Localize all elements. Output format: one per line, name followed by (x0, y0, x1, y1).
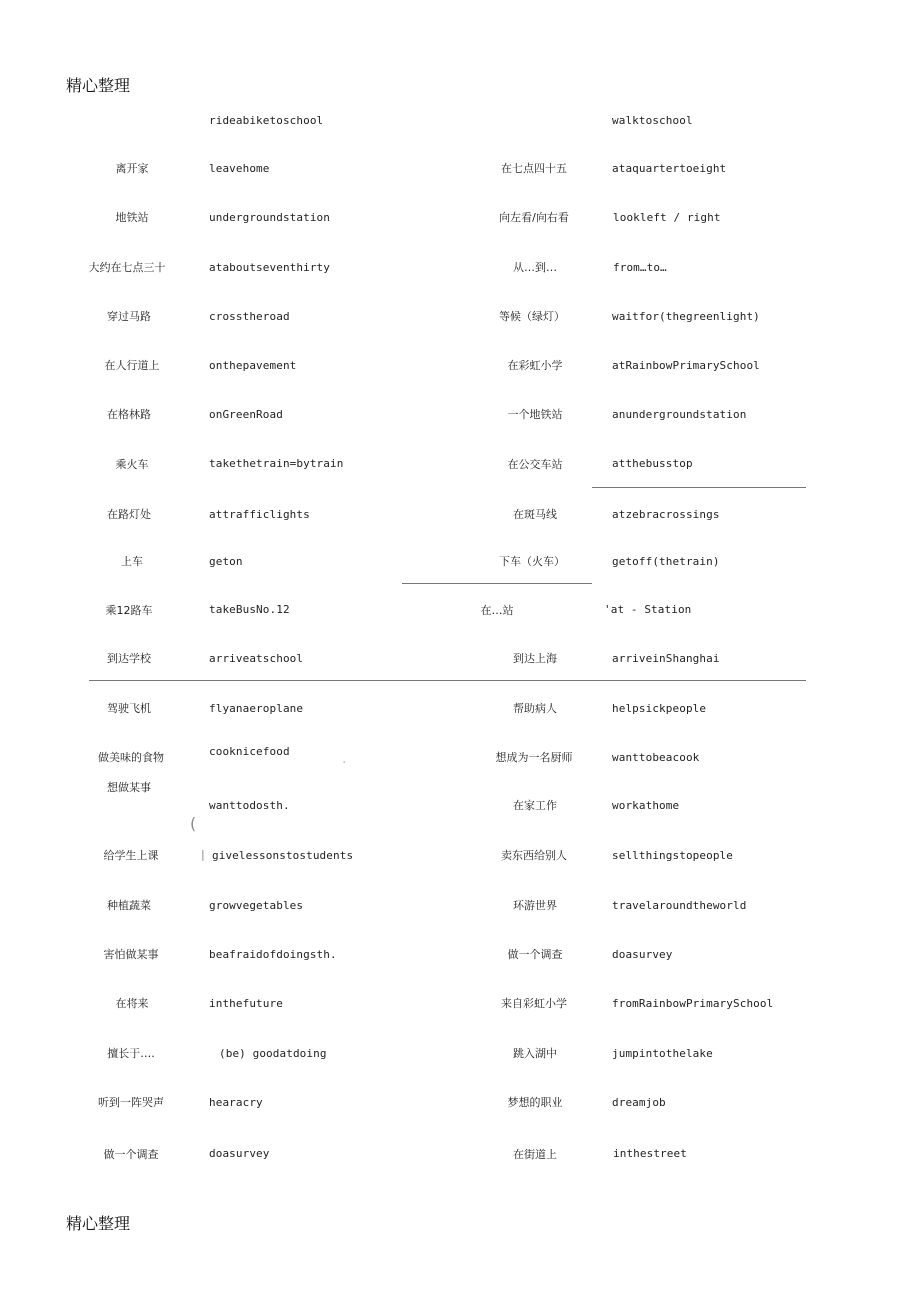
page-header: 精心整理 (66, 76, 131, 95)
left-english: takethetrain=bytrain (209, 457, 344, 470)
row-divider (402, 583, 592, 584)
left-chinese: 乘火车 (115, 458, 149, 471)
right-chinese: 在公交车站 (507, 458, 563, 471)
left-english: leavehome (209, 162, 270, 175)
right-chinese: 到达上海 (513, 652, 557, 665)
right-english: ataquartertoeight (612, 162, 727, 175)
stray-mark: ( (190, 814, 197, 833)
left-english: growvegetables (209, 899, 304, 912)
right-english: getoff(thetrain) (612, 555, 720, 568)
right-english: jumpintothelake (612, 1047, 713, 1060)
right-english: anundergroundstation (612, 408, 747, 421)
right-chinese: 等候（绿灯） (499, 310, 565, 323)
page-footer: 精心整理 (66, 1214, 131, 1233)
right-english: workathome (612, 799, 680, 812)
left-english: (be) goodatdoing (219, 1047, 327, 1060)
stray-mark: | (201, 848, 205, 861)
left-chinese: 离开家 (115, 162, 149, 175)
right-english: wanttobeacook (612, 751, 700, 764)
right-english: walktoschool (612, 114, 693, 127)
right-chinese: 向左看/向右看 (499, 211, 569, 224)
right-chinese: 环游世界 (513, 899, 557, 912)
right-chinese: 想成为一名厨师 (495, 751, 573, 764)
right-chinese: 在彩虹小学 (507, 359, 563, 372)
left-english: cooknicefood (209, 745, 290, 758)
right-english: lookleft / right (613, 211, 721, 224)
right-chinese: 帮助病人 (513, 702, 557, 715)
right-chinese: 在家工作 (513, 799, 557, 812)
left-chinese: 想做某事 (107, 781, 151, 794)
right-english: atRainbowPrimarySchool (612, 359, 760, 372)
left-chinese: 上车 (121, 555, 143, 568)
right-chinese: 卖东西给别人 (501, 849, 567, 862)
right-english: from…to… (613, 261, 667, 274)
right-english: travelaroundtheworld (612, 899, 747, 912)
right-chinese: 来自彩虹小学 (501, 997, 567, 1010)
left-english: undergroundstation (209, 211, 331, 224)
left-english: hearacry (209, 1096, 263, 1109)
right-chinese: 在斑马线 (513, 508, 557, 521)
left-chinese: 在人行道上 (104, 359, 160, 372)
left-english: onGreenRoad (209, 408, 283, 421)
right-english: doasurvey (612, 948, 673, 961)
right-chinese: 在七点四十五 (501, 162, 567, 175)
left-chinese: 种植蔬菜 (107, 899, 151, 912)
left-english: givelessonstostudents (212, 849, 354, 862)
right-chinese: 一个地铁站 (507, 408, 563, 421)
left-english: doasurvey (209, 1147, 270, 1160)
row-divider (592, 487, 806, 488)
right-english: sellthingstopeople (612, 849, 734, 862)
right-chinese: 下车（火车） (499, 555, 565, 568)
left-english: geton (209, 555, 243, 568)
left-chinese: 做美味的食物 (98, 751, 164, 764)
left-chinese: 在格林路 (107, 408, 151, 421)
left-english: crosstheroad (209, 310, 290, 323)
right-english: dreamjob (612, 1096, 666, 1109)
right-chinese: 从…到… (513, 261, 557, 274)
right-english: arriveinShanghai (612, 652, 720, 665)
left-chinese: 大约在七点三十 (88, 261, 166, 274)
right-chinese: 梦想的职业 (507, 1096, 563, 1109)
left-chinese: 做一个调查 (103, 1148, 159, 1161)
left-chinese: 地铁站 (115, 211, 149, 224)
right-english: atzebracrossings (612, 508, 720, 521)
stray-mark: ' (343, 760, 346, 769)
left-english: attrafficlights (209, 508, 310, 521)
left-english: ataboutseventhirty (209, 261, 331, 274)
left-chinese: 在路灯处 (107, 508, 151, 521)
left-chinese: 到达学校 (107, 652, 151, 665)
right-english: atthebusstop (612, 457, 693, 470)
right-chinese: 在街道上 (513, 1148, 557, 1161)
left-chinese: 给学生上课 (103, 849, 159, 862)
left-english: onthepavement (209, 359, 297, 372)
right-english: 'at - Station (604, 603, 692, 616)
left-chinese: 擅长于…. (107, 1047, 155, 1060)
left-english: wanttodosth. (209, 799, 290, 812)
left-chinese: 穿过马路 (107, 310, 151, 323)
right-english: inthestreet (613, 1147, 687, 1160)
right-chinese: 跳入湖中 (513, 1047, 557, 1060)
left-chinese: 害怕做某事 (103, 948, 159, 961)
right-chinese: 在…站 (480, 604, 514, 617)
left-english: rideabiketoschool (209, 114, 324, 127)
left-english: inthefuture (209, 997, 283, 1010)
left-english: flyanaeroplane (209, 702, 304, 715)
left-chinese: 驾驶飞机 (107, 702, 151, 715)
right-english: helpsickpeople (612, 702, 707, 715)
section-divider (89, 680, 806, 681)
left-english: arriveatschool (209, 652, 304, 665)
left-chinese: 乘12路车 (105, 604, 153, 617)
right-chinese: 做一个调查 (507, 948, 563, 961)
left-english: takeBusNo.12 (209, 603, 290, 616)
right-english: waitfor(thegreenlight) (612, 310, 760, 323)
left-english: beafraidofdoingsth. (209, 948, 337, 961)
left-chinese: 听到一阵哭声 (98, 1096, 164, 1109)
right-english: fromRainbowPrimarySchool (612, 997, 774, 1010)
left-chinese: 在将来 (115, 997, 149, 1010)
